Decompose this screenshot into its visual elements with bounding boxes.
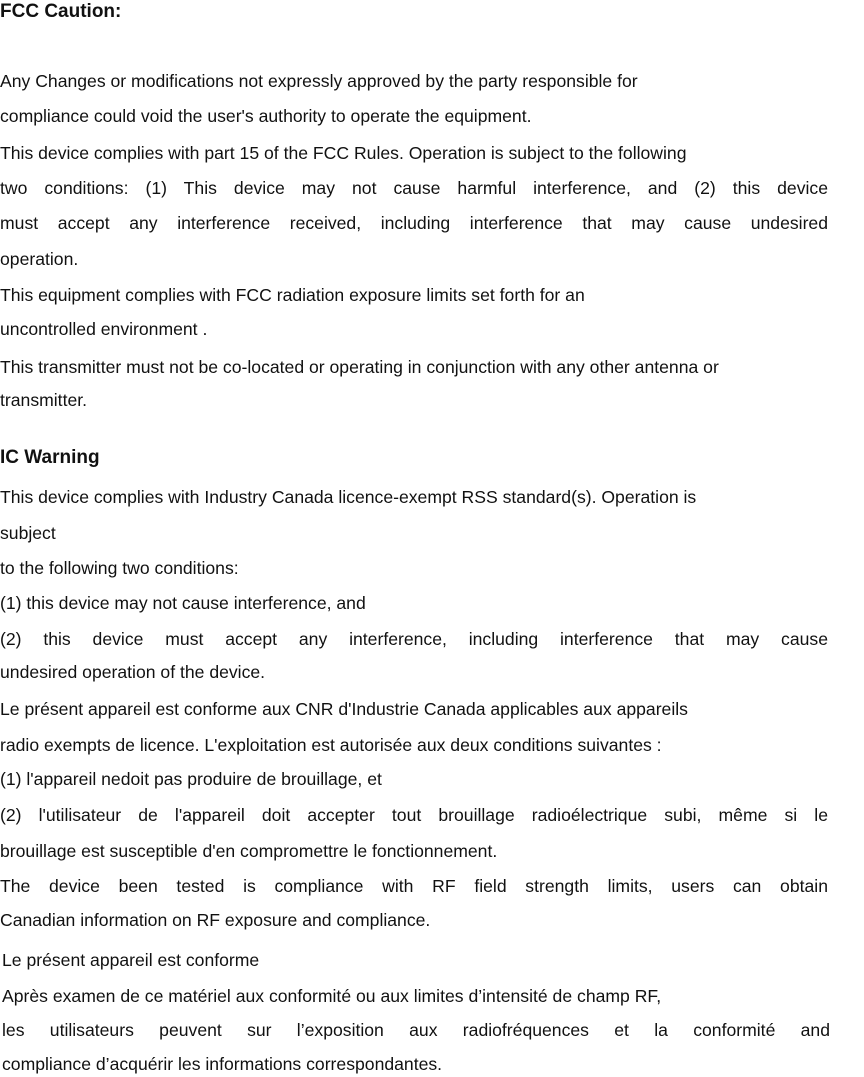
ic-line-14: Le présent appareil est conforme (2, 950, 260, 970)
fcc-line-6: operation. (0, 249, 79, 269)
ic-line-3: to the following two conditions: (0, 558, 239, 578)
ic-line-16: les utilisateurs peuvent sur l’exposition aux radiofréquences et la conformité and (2, 1020, 830, 1040)
fcc-caution-heading: FCC Caution: (0, 1, 122, 22)
fcc-line-10: transmitter. (0, 390, 88, 410)
fcc-line-1: Any Changes or modifications not expressly approved by the party responsible for (0, 71, 638, 91)
ic-line-17: compliance d’acquérir les informations correspondantes. (2, 1054, 443, 1074)
ic-line-10: (2) l'utilisateur de l'appareil doit accepter tout brouillage radioélectrique subi, même si le (0, 805, 828, 825)
ic-line-9: (1) l'appareil nedoit pas produire de brouillage, et (0, 769, 382, 789)
ic-line-6: undesired operation of the device. (0, 662, 266, 682)
ic-line-8: radio exempts de licence. L'exploitation est autorisée aux deux conditions suivantes : (0, 735, 662, 755)
fcc-line-7: This equipment complies with FCC radiation exposure limits set forth for an (0, 285, 585, 305)
ic-warning-heading: IC Warning (0, 447, 100, 468)
fcc-line-9: This transmitter must not be co-located or operating in conjunction with any other antenna or (0, 357, 719, 377)
ic-line-11: brouillage est susceptible d'en compromettre le fonctionnement. (0, 841, 498, 861)
ic-line-12: The device been tested is compliance with RF field strength limits, users can obtain (0, 876, 828, 896)
fcc-line-5: must accept any interference received, including interference that may cause undesired (0, 213, 828, 233)
ic-line-13: Canadian information on RF exposure and compliance. (0, 910, 431, 930)
fcc-line-3: This device complies with part 15 of the FCC Rules. Operation is subject to the following (0, 143, 687, 163)
ic-line-7: Le présent appareil est conforme aux CNR d'Industrie Canada applicables aux appareils (0, 699, 688, 719)
fcc-line-4: two conditions: (1) This device may not cause harmful interference, and (2) this device (0, 178, 828, 198)
fcc-line-2: compliance could void the user's authority to operate the equipment. (0, 106, 532, 126)
fcc-line-8: uncontrolled environment . (0, 319, 208, 339)
ic-line-4: (1) this device may not cause interference, and (0, 593, 366, 613)
ic-line-1: This device complies with Industry Canada licence-exempt RSS standard(s). Operation is (0, 487, 697, 507)
ic-line-2: subject (0, 523, 56, 543)
ic-line-15: Après examen de ce matériel aux conformité ou aux limites d’intensité de champ RF, (2, 986, 662, 1006)
ic-line-5: (2) this device must accept any interference, including interference that may cause (0, 629, 828, 649)
